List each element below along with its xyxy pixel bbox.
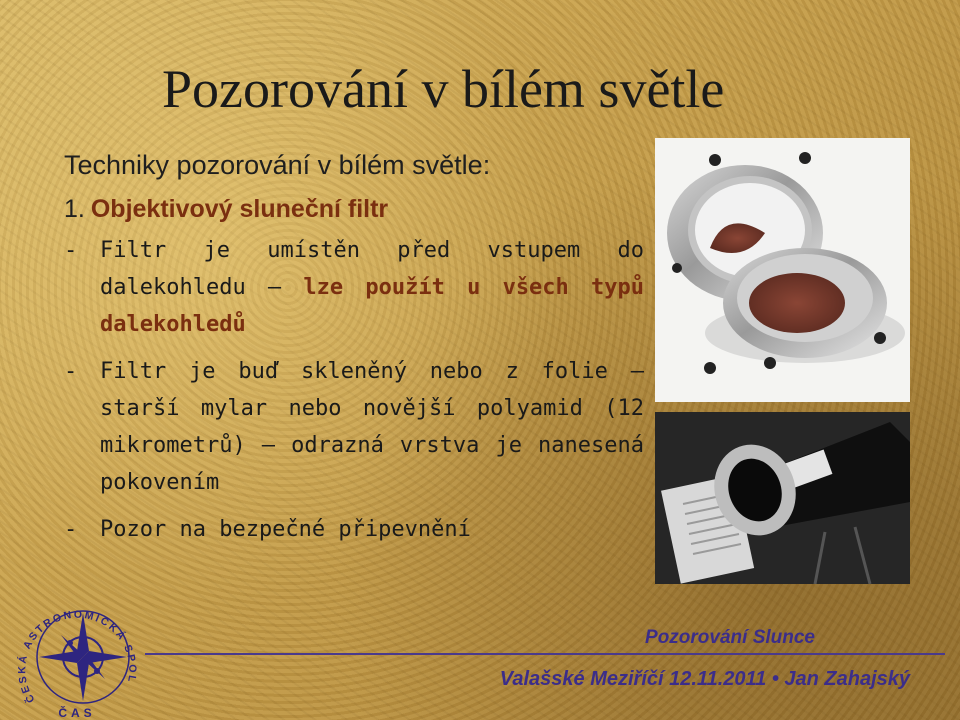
footer-divider (145, 653, 945, 655)
bullet-1-bold: lze použít u všech typů dalekohledů (100, 275, 645, 337)
filter-cells-photo (655, 138, 910, 402)
content-block (64, 150, 644, 558)
compass-star-icon (5, 585, 145, 720)
item-number: 1. (64, 195, 85, 223)
bullet-1-body (100, 232, 644, 343)
bullet-3 (64, 511, 644, 548)
bullet-dash: - (64, 359, 78, 384)
bullet-2-text: Filtr je buď skleněný nebo z folie – starší mylar nebo novější polyamid (12 mikrometrů) – odrazná vrstva je nanesená pokovením (100, 359, 644, 495)
bullet-2 (64, 353, 644, 501)
telescope-filter-photo (655, 412, 910, 584)
bullet-3-text: Pozor na bezpečné připevnění (100, 517, 471, 542)
logo-ring-text: ČESKÁ ASTRONOMICKÁ SPOL (16, 608, 139, 705)
telescope-filter-illustration (655, 412, 910, 584)
footer-title: Pozorování Slunce (645, 627, 815, 648)
bullet-dash: - (64, 517, 78, 542)
slide-title: Pozorování v bílém světle (162, 59, 725, 119)
item-label: Objektivový sluneční filtr (90, 195, 389, 223)
bullet-dash: - (64, 238, 78, 263)
footer-meta: Valašské Meziříčí 12.11.2011 • Jan Zahajský (499, 668, 910, 690)
numbered-item (64, 195, 644, 224)
filter-cells-illustration (655, 138, 910, 402)
section-heading: Techniky pozorování v bílém světle: (64, 150, 491, 180)
bullet-1-text: Filtr je umístěn před vstupem do dalekohledu – (100, 238, 644, 300)
logo-bottom-text: ČAS (58, 706, 96, 720)
bullet-1 (64, 232, 644, 343)
society-logo (5, 585, 145, 720)
